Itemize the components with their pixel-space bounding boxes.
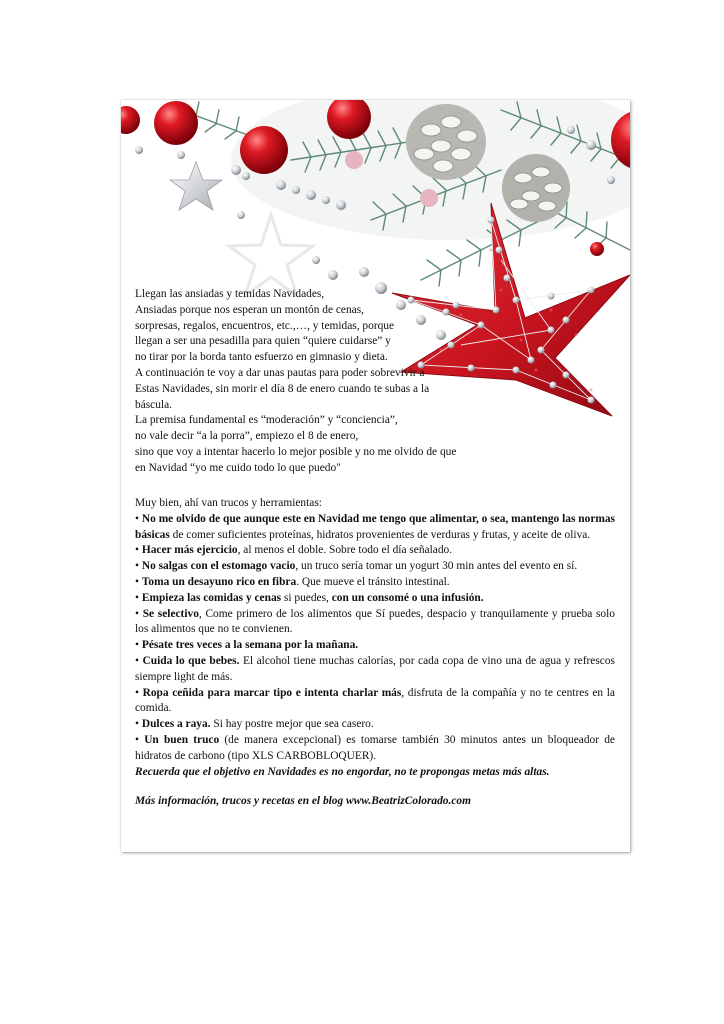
tip-bold: Toma un desayuno rico en fibra — [141, 575, 297, 588]
tip-item — [135, 543, 615, 559]
intro-line: Estas Navidades, sin morir el día 8 de enero cuando te subas a la — [135, 382, 430, 395]
tip-item — [135, 717, 615, 733]
tips-heading: Muy bien, ahí van trucos y herramientas: — [135, 497, 322, 509]
intro-line: sorpresas, regalos, encuentros, etc.,…, y temidas, porque — [135, 319, 395, 332]
bullet: • — [135, 654, 139, 667]
intro-paragraph — [135, 287, 485, 477]
tip-bold: Se selectivo — [142, 607, 199, 620]
bullet: • — [135, 639, 139, 652]
intro-line: Llegan las ansiadas y temidas Navidades, — [135, 288, 325, 300]
tip-item — [135, 591, 615, 607]
intro-line: La premisa fundamental es “moderación” y “conciencia”, — [135, 414, 398, 427]
intro-line: A continuación te voy a dar unas pautas para poder sobrevivir a — [135, 366, 425, 379]
reminder-note: Recuerda que el objetivo en Navidades es no engordar, no te propongas metas más altas. — [135, 765, 550, 778]
bullet: • — [135, 575, 139, 588]
intro-line: Ansiadas porque nos esperan un montón de cenas, — [135, 303, 365, 316]
bullet: • — [135, 686, 139, 699]
bullet: • — [135, 544, 139, 557]
intro-line: sino que voy a intentar hacerlo lo mejor posible y no me olvido de que — [135, 445, 457, 458]
tip-bold: con un consomé o una infusión. — [331, 591, 484, 604]
intro-line: en Navidad “yo me cuido todo lo que puedo" — [135, 461, 341, 474]
tip-text: El alcohol tiene muchas calorías, por cada copa de vino una de agua y refrescos siempre light de más. — [135, 654, 615, 683]
tip-text: , Come primero de los alimentos que Sí puedes, despacio y tranquilamente y prueba solo los alimentos que no te convienen. — [135, 607, 615, 636]
spacer — [135, 780, 615, 794]
tip-item — [135, 575, 615, 591]
tip-item — [135, 654, 615, 686]
blog-info: Más información, trucos y recetas en el blog www.BeatrizColorado.com — [135, 795, 471, 808]
tips-section — [135, 496, 615, 810]
intro-line: llegan a ser una pesadilla para quien “quiere cuidarse” y — [135, 335, 391, 348]
tip-text: Si hay postre mejor que sea casero. — [210, 718, 374, 731]
tip-item — [135, 686, 615, 718]
bullet: • — [135, 718, 139, 731]
tip-bold: Pésate tres veces a la semana por la mañana. — [141, 639, 359, 652]
pinecone-right — [502, 154, 570, 222]
tip-item — [135, 512, 615, 544]
tip-bold: No salgas con el estomago vacio — [141, 560, 296, 573]
tip-bold: No me olvido de que aunque este en Navidad me tengo que alimentar, o sea, mantengo las normas básicas — [135, 512, 615, 541]
bullet: • — [135, 512, 139, 525]
tip-text: , un truco sería tomar un yogurt 30 min antes del evento en sí. — [295, 560, 578, 573]
tip-bold: Empieza las comidas y cenas — [141, 591, 282, 604]
tip-bold: Cuida lo que bebes. — [142, 654, 240, 667]
tip-bold: Hacer más ejercicio — [141, 544, 238, 557]
tip-item — [135, 733, 615, 765]
tip-item — [135, 559, 615, 575]
tip-text: . Que mueve el tránsito intestinal. — [296, 575, 450, 588]
bullet: • — [135, 607, 139, 620]
tip-text: , disfruta de la compañía y no te centres en la comida. — [135, 686, 615, 715]
bullet: • — [135, 560, 139, 573]
pinecone-top — [406, 104, 486, 180]
tip-text: si puedes, — [281, 591, 332, 604]
tip-text: de comer suficientes proteínas, hidratos provenientes de verduras y frutas, y aceite de oliva. — [169, 528, 591, 541]
tip-text: , al menos el doble. Sobre todo el día señalado. — [237, 544, 453, 557]
bullet: • — [135, 591, 139, 604]
intro-line: báscula. — [135, 398, 173, 411]
intro-line: no vale decir “a la porra”, empiezo el 8 de enero, — [135, 430, 359, 443]
tip-item — [135, 607, 615, 639]
tip-bold: Dulces a raya. — [141, 718, 211, 731]
bullet: • — [135, 733, 139, 746]
tip-bold: Un buen truco — [144, 733, 220, 746]
tip-item — [135, 638, 615, 654]
intro-line: no tirar por la borda tanto esfuerzo en gimnasio y dieta. — [135, 351, 388, 364]
tip-bold: Ropa ceñida para marcar tipo e intenta charlar más — [142, 686, 402, 699]
flyer-card — [121, 100, 630, 852]
tip-text: (de manera excepcional) es tomarse también 30 minutos antes un bloqueador de hidratos de carbono (tipo XLS CARBOBLOQUER). — [135, 733, 615, 762]
